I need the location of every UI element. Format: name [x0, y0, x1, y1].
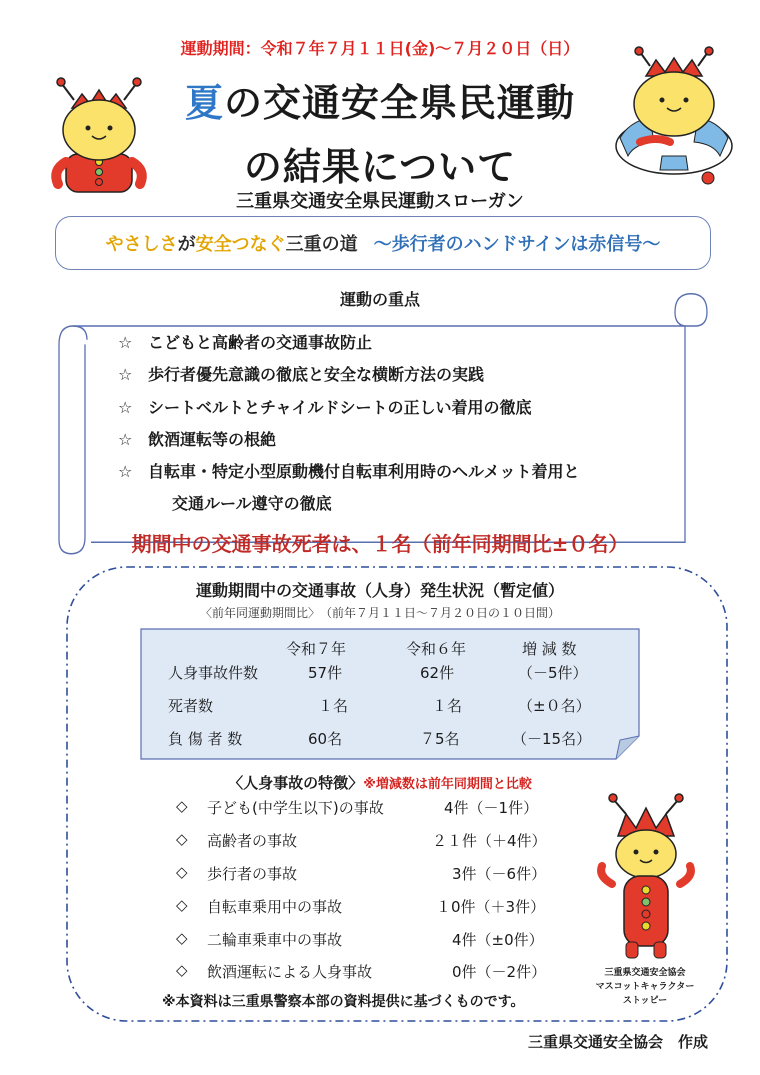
- page-title-line2: の結果について: [243, 145, 517, 189]
- col-header: 令和６年: [406, 640, 467, 658]
- feature-value: １0件（＋3件）: [436, 898, 546, 916]
- cell-2025: 57件: [308, 664, 343, 682]
- feature-value: 0件（－2件）: [452, 963, 547, 981]
- star-icon: ☆: [118, 398, 133, 417]
- mascot-stoppy-icon: [596, 792, 696, 962]
- feature-bullet-icon: ◇: [176, 929, 188, 947]
- mascot-left-icon: [44, 74, 154, 199]
- feature-value: ２１件（＋4件）: [432, 832, 547, 850]
- focus-item: ☆ シートベルトとチャイルドシートの正しい着用の徹底: [118, 398, 532, 417]
- slogan-text: [106, 230, 358, 256]
- feature-value: 4件（－1件）: [444, 799, 539, 817]
- mascot-caption-org: 三重県交通安全協会: [604, 968, 686, 978]
- slogan-part4: 三重の道: [285, 234, 358, 255]
- stats-note-right: （前年７月１１日～７月２０日の１０日間）: [326, 606, 561, 620]
- cell-2024: １名: [432, 697, 463, 715]
- cell-2025: 60名: [308, 730, 343, 748]
- features-title: [0, 772, 760, 793]
- feature-bullet-icon: ◇: [176, 830, 188, 848]
- feature-bullet-icon: ◇: [176, 797, 188, 815]
- feature-label: 自転車乗用中の事故: [207, 898, 343, 916]
- focus-item: ☆ 自転車・特定小型原動機付自転車利用時のヘルメット着用と: [118, 462, 580, 481]
- mascot-swim-ring-icon: [610, 46, 740, 188]
- row-label: 人身事故件数: [168, 664, 259, 682]
- feature-value: 4件（±0件）: [452, 931, 544, 949]
- slogan-part1: やさしさ: [105, 234, 178, 255]
- cell-2024: 62件: [420, 664, 455, 682]
- features-note: ※増減数は前年同期間と比較: [363, 777, 532, 792]
- slogan-part2: が: [177, 234, 196, 255]
- feature-bullet-icon: ◇: [176, 863, 188, 881]
- slogan-subtitle: ～歩行者のハンドサインは赤信号～: [373, 234, 661, 255]
- slogan-label: 三重県交通安全県民運動スローガン: [236, 191, 524, 212]
- feature-bullet-icon: ◇: [176, 896, 188, 914]
- slogan-part3: 安全つなぐ: [195, 234, 286, 255]
- focus-item-continuation: 交通ルール遵守の徹底: [172, 494, 332, 513]
- row-label: 死者数: [168, 697, 214, 715]
- star-icon: ☆: [118, 365, 133, 384]
- stats-title: 運動期間中の交通事故（人身）発生状況（暫定値）: [195, 581, 564, 600]
- source-note: ※本資料は三重県警察本部の資料提供に基づくものです。: [162, 994, 525, 1010]
- campaign-period: 運動期間：令和７年７月１１日(金)～７月２０日（日）: [180, 39, 580, 58]
- feature-label: 飲酒運転による人身事故: [207, 963, 373, 981]
- feature-bullet-icon: ◇: [176, 961, 188, 979]
- focus-item: ☆ 歩行者優先意識の徹底と安全な横断方法の実践: [118, 365, 485, 384]
- cell-diff: （－5件）: [518, 664, 588, 682]
- slogan-box: [55, 216, 711, 270]
- feature-label: 高齢者の事故: [207, 832, 298, 850]
- focus-item: ☆ 飲酒運転等の根絶: [118, 430, 277, 449]
- feature-value: 3件（－6件）: [452, 865, 547, 883]
- author: 三重県交通安全協会 作成: [527, 1033, 708, 1051]
- feature-label: 歩行者の事故: [207, 865, 298, 883]
- scroll-frame: [55, 280, 711, 556]
- cell-diff: （－15名）: [512, 730, 592, 748]
- stats-note-left: 〈前年同運動期間比〉: [199, 606, 314, 620]
- stats-note: [0, 604, 760, 621]
- mascot-caption-name: ストッピー: [622, 996, 668, 1006]
- star-icon: ☆: [118, 462, 133, 481]
- cell-diff: （±０名）: [518, 697, 591, 715]
- feature-label: 二輪車乗車中の事故: [207, 931, 343, 949]
- col-header: 増 減 数: [522, 640, 577, 658]
- title-line1-rest: の交通安全県民運動: [224, 81, 576, 125]
- focus-title: 運動の重点: [339, 290, 420, 309]
- features-heading: 〈人身事故の特徴〉: [228, 774, 364, 792]
- star-icon: ☆: [118, 430, 133, 449]
- feature-label: 子ども(中学生以下)の事故: [207, 799, 384, 817]
- row-label: 負 傷 者 数: [168, 730, 243, 748]
- mascot-caption-role: マスコットキャラクター: [595, 982, 695, 992]
- col-header: 令和７年: [286, 640, 347, 658]
- deaths-headline: 期間中の交通事故死者は、１名（前年同期間比±０名）: [131, 532, 629, 556]
- title-first-char: 夏: [184, 81, 224, 125]
- cell-2025: １名: [318, 697, 349, 715]
- star-icon: ☆: [118, 333, 133, 352]
- cell-2024: ７5名: [420, 730, 460, 748]
- focus-item: ☆ こどもと高齢者の交通事故防止: [118, 333, 373, 352]
